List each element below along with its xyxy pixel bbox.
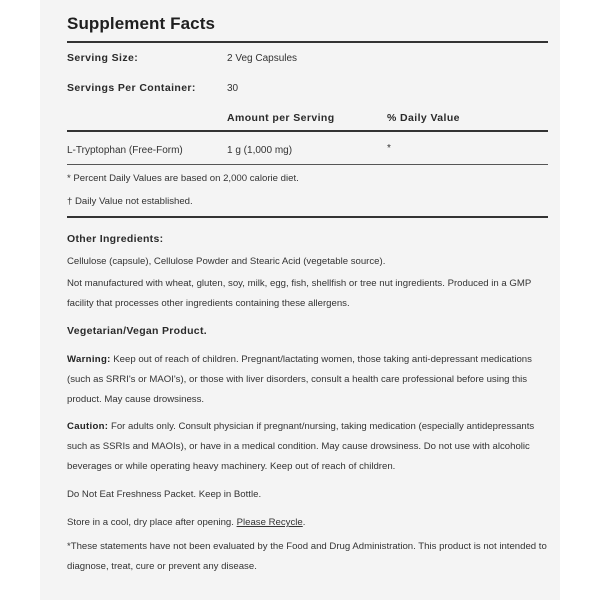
storage-text: Store in a cool, dry place after opening.	[67, 517, 237, 528]
supplement-facts-panel	[40, 0, 560, 600]
footnote-not-established: † Daily Value not established.	[67, 196, 193, 207]
serving-size-label: Serving Size:	[67, 52, 139, 64]
ingredient-daily-value: *	[387, 143, 391, 154]
ingredient-amount: 1 g (1,000 mg)	[227, 145, 293, 156]
caution-text: For adults only. Consult physician if pregnant/nursing, taking medication (especially antidepressants such as SSRIs and MAOIs), or have in a medical condition. May cause drowsiness. Do not use with alcoholic beverages or while operating heavy machinery. Keep out of reach of children.	[67, 421, 535, 472]
ingredients-text: Cellulose (capsule), Cellulose Powder and Stearic Acid (vegetable source).	[67, 256, 386, 267]
daily-value-header: % Daily Value	[387, 112, 460, 124]
other-ingredients-heading: Other Ingredients:	[67, 233, 164, 245]
fda-disclaimer: *These statements have not been evaluated by the Food and Drug Administration. This product is not intended to diagnose, treat, cure or prevent any disease.	[67, 541, 547, 572]
warning-text: Keep out of reach of children. Pregnant/lactating women, those taking anti-depressant medications (such as SRRI's or MAOI's), or those with liver disorders, consult a health care professional before using this product. May cause drowsiness.	[67, 354, 532, 405]
caution-paragraph	[67, 417, 548, 477]
servings-per-container-value: 30	[227, 83, 239, 94]
warning-label: Warning:	[67, 354, 111, 365]
title-rule	[67, 41, 548, 43]
storage-end: .	[302, 517, 306, 528]
vegan-statement: Vegetarian/Vegan Product.	[67, 325, 207, 337]
caution-label: Caution:	[67, 421, 109, 432]
amount-per-serving-header: Amount per Serving	[227, 112, 335, 124]
servings-per-container-label: Servings Per Container:	[67, 82, 196, 94]
supplement-facts-title: Supplement Facts	[67, 14, 216, 33]
warning-paragraph	[67, 350, 548, 410]
freshness-statement: Do Not Eat Freshness Packet. Keep in Bottle.	[67, 489, 262, 500]
ingredient-rule	[67, 164, 548, 165]
footnote-daily-values: * Percent Daily Values are based on 2,000 calorie diet.	[67, 173, 299, 184]
please-recycle-link: Please Recycle	[236, 517, 303, 528]
serving-size-value: 2 Veg Capsules	[227, 53, 298, 64]
ingredient-name: L-Tryptophan (Free-Form)	[67, 145, 183, 156]
facts-bottom-rule	[67, 216, 548, 218]
allergen-statement: Not manufactured with wheat, gluten, soy, milk, egg, fish, shellfish or tree nut ingredients. Produced in a GMP facility that processes other ingredients containing these allergens.	[67, 278, 532, 309]
storage-statement	[67, 513, 548, 533]
header-rule	[67, 130, 548, 132]
